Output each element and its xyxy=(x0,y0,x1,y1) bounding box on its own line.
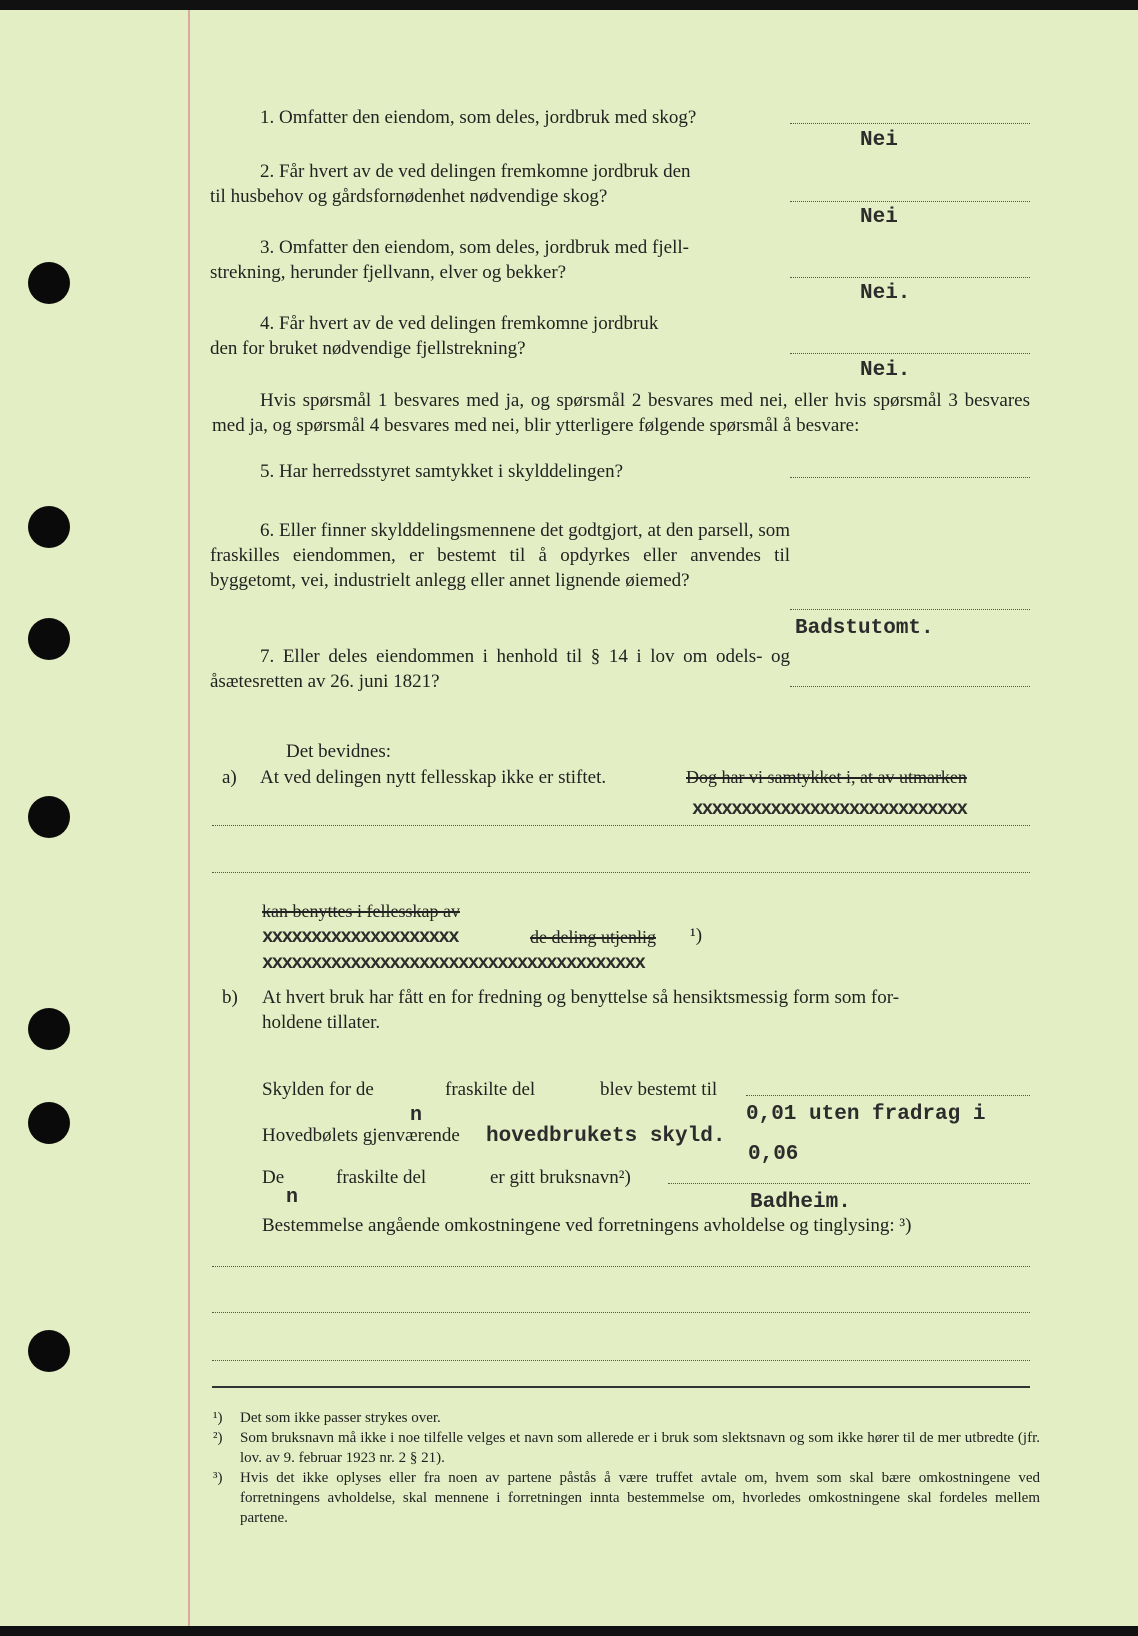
answer-line-3 xyxy=(790,277,1030,278)
footnote-rule xyxy=(212,1386,1030,1388)
cost-line xyxy=(212,1266,1030,1267)
attest-blank-line xyxy=(212,825,1030,826)
typed-x-strikeout: xxxxxxxxxxxxxxxxxxxxxxxxxxxx xyxy=(692,798,967,820)
punch-hole xyxy=(28,1008,70,1050)
attest-struck-line-2: de deling utjenlig xyxy=(530,927,656,947)
form-page xyxy=(0,10,1138,1626)
answer-line-5 xyxy=(790,477,1030,478)
question-3-line-1: 3. Omfatter den eiendom, som deles, jordbruk med fjell- xyxy=(260,237,689,258)
punch-hole xyxy=(28,506,70,548)
question-5: 5. Har herredsstyret samtykket i skylddelingen? xyxy=(260,461,624,482)
footnote-1-text: Det som ikke passer strykes over. xyxy=(240,1410,441,1426)
answer-3: Nei. xyxy=(860,282,911,305)
skyld-label-1a: Skylden for de xyxy=(262,1079,374,1100)
punch-hole xyxy=(28,1330,70,1372)
footnote-3-number: ³) xyxy=(213,1470,223,1486)
answer-6: Badstutomt. xyxy=(795,617,934,640)
skyld-label-3b: fraskilte del xyxy=(336,1167,427,1188)
answer-line-6 xyxy=(790,609,1030,610)
footnote-2 xyxy=(213,1428,1040,1468)
typed-x-strikeout: xxxxxxxxxxxxxxxxxxxxxxxxxxxxxxxxxxxxxxx xyxy=(262,952,645,974)
answer-line-1 xyxy=(790,123,1030,124)
question-2-line-1: 2. Får hvert av de ved delingen fremkomne jordbruk den xyxy=(260,161,691,182)
question-3-line-2: strekning, herunder fjellvann, elver og bekker? xyxy=(210,262,567,283)
skyld-line-3 xyxy=(668,1183,1030,1184)
answer-line-7 xyxy=(790,686,1030,687)
footnote-3 xyxy=(213,1468,1040,1528)
typed-n-2: n xyxy=(286,1186,299,1209)
question-1: 1. Omfatter den eiendom, som deles, jordbruk med skog? xyxy=(260,107,697,128)
attest-blank-line xyxy=(212,872,1030,873)
answer-2: Nei xyxy=(860,206,898,229)
skyld-line-1 xyxy=(746,1095,1030,1096)
margin-line xyxy=(188,10,190,1626)
skyld-label-1c: blev bestemt til xyxy=(600,1079,718,1100)
footnote-3-text: Hvis det ikke oplyses eller fra noen av partene påstås å være truffet avtale om, hvem som skal bære omkostningene ved forretningens avholdelse, skal mennene i forretningen innta bestemmelse om, hvorledes omkostningene skal fordeles mellem partene. xyxy=(240,1470,1040,1526)
punch-hole xyxy=(28,262,70,304)
typed-bruksnavn: Badheim. xyxy=(750,1191,851,1214)
cost-line xyxy=(212,1360,1030,1361)
answer-4: Nei. xyxy=(860,359,911,382)
attest-b-line-2: holdene tillater. xyxy=(262,1012,381,1033)
typed-skyld-value-2: 0,06 xyxy=(748,1143,799,1166)
question-6: 6. Eller finner skylddelingsmennene det godtgjort, at den parsell, som fraskilles eiendommen, er bestemt til å opdyrkes eller anvendes til byggetomt, vei, industrielt anlegg eller annet lignende øiemed? xyxy=(210,520,790,591)
typed-skyld-value-1: 0,01 uten fradrag i xyxy=(746,1103,986,1126)
punch-hole xyxy=(28,618,70,660)
footnote-1-number: ¹) xyxy=(213,1410,223,1426)
question-4-line-1: 4. Får hvert av de ved delingen fremkomne jordbruk xyxy=(260,313,659,334)
footnote-2-number: ²) xyxy=(213,1430,223,1446)
question-7: 7. Eller deles eiendommen i henhold til § 14 i lov om odels- og åsætesretten av 26. juni 1821? xyxy=(210,646,790,692)
footnote-2-text: Som bruksnavn må ikke i noe tilfelle velges et navn som allerede er i bruk som slektsnavn og som ikke hører til de mer utbredte (jfr. lov. av 9. februar 1923 nr. 2 § 21). xyxy=(240,1430,1040,1466)
typed-n-1: n xyxy=(410,1104,423,1127)
attest-a-label: a) xyxy=(222,767,237,788)
attest-b-line-1: At hvert bruk har fått en for fredning og benyttelse så hensiktsmessig form som for- xyxy=(262,987,900,1008)
answer-1: Nei xyxy=(860,129,898,152)
attest-b-label: b) xyxy=(222,987,238,1008)
footnote-ref-1: ¹) xyxy=(690,925,703,946)
cost-label: Bestemmelse angående omkostningene ved forretningens avholdelse og tinglysing: ³) xyxy=(262,1215,912,1236)
cost-line xyxy=(212,1312,1030,1313)
attest-struck-line-1: kan benyttes i fellesskap av xyxy=(262,901,460,921)
skyld-label-2: Hovedbølets gjenværende xyxy=(262,1125,460,1146)
footnote-1 xyxy=(213,1408,1040,1428)
skyld-label-3c: er gitt bruksnavn²) xyxy=(490,1167,631,1188)
answer-line-4 xyxy=(790,353,1030,354)
question-2-line-2: til husbehov og gårdsfornødenhet nødvendige skog? xyxy=(210,186,608,207)
answer-line-2 xyxy=(790,201,1030,202)
skyld-label-1b: fraskilte del xyxy=(445,1079,536,1100)
typed-overwrite-hovedbruk: hovedbrukets skyld. xyxy=(486,1125,726,1148)
attest-a-struck-text: Dog har vi samtykket i, at av utmarken xyxy=(686,767,967,787)
punch-hole xyxy=(28,1102,70,1144)
conditional-paragraph: Hvis spørsmål 1 besvares med ja, og spørsmål 2 besvares med nei, eller hvis spørsmål 3 besvares med ja, og spørsmål 4 besvares med nei, blir ytterligere følgende spørsmål å besvare: xyxy=(212,390,1030,436)
skyld-label-3a: De xyxy=(262,1167,285,1188)
punch-hole xyxy=(28,796,70,838)
attest-intro: Det bevidnes: xyxy=(286,741,392,762)
attest-a-text: At ved delingen nytt fellesskap ikke er stiftet. xyxy=(260,767,607,788)
typed-x-strikeout: xxxxxxxxxxxxxxxxxxxx xyxy=(262,926,459,948)
question-4-line-2: den for bruket nødvendige fjellstrekning? xyxy=(210,338,526,359)
